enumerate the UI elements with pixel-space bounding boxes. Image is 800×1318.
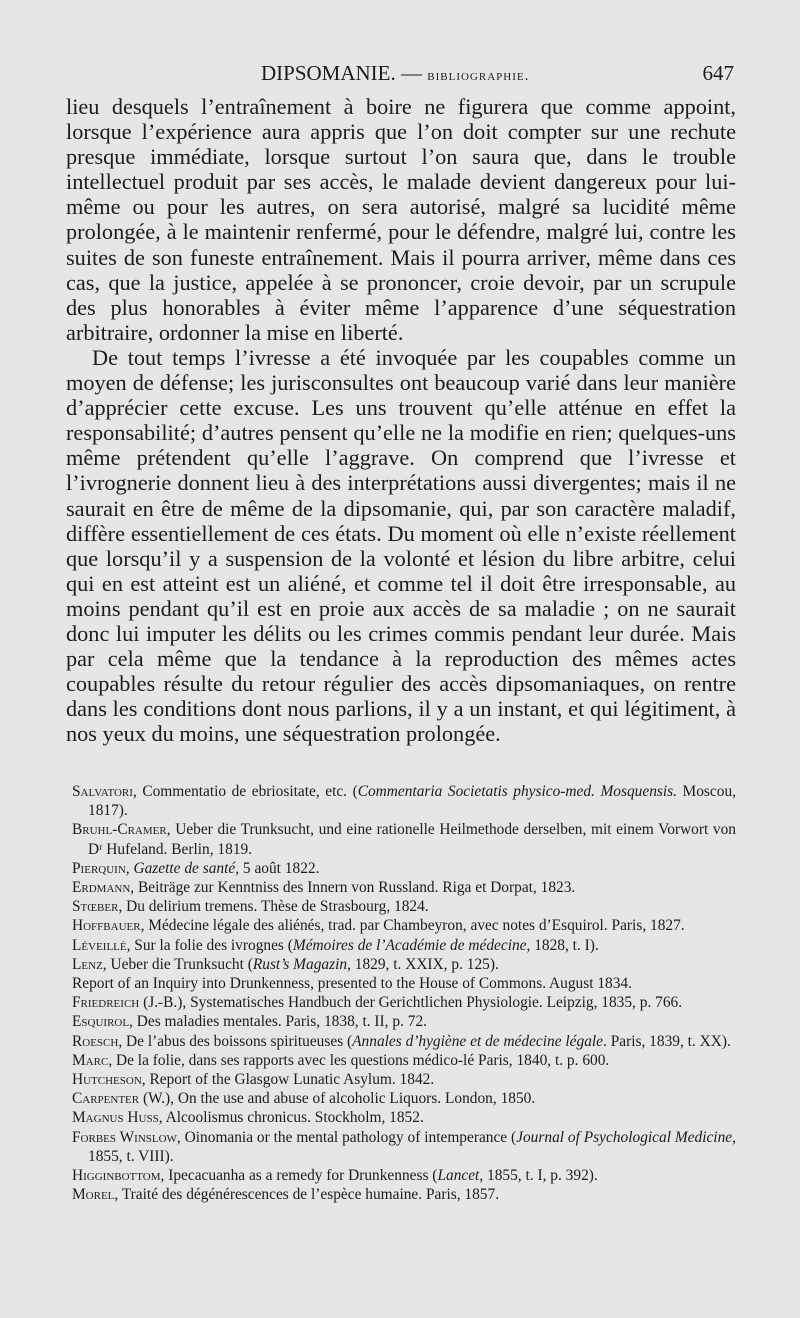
entry-author: Hutcheson <box>72 1071 142 1089</box>
entry-author: Léveillé <box>72 936 127 954</box>
entry-journal: Mémoires de l’Académie de médecine <box>292 936 527 954</box>
entry-text: , Report of the Glasgow Lunatic Asylum. 1842. <box>141 1071 435 1089</box>
bibliography-entry <box>72 859 736 878</box>
bibliography-entry <box>72 897 736 916</box>
entry-text: , Oinomania or the mental pathology of intemperance ( <box>176 1128 517 1146</box>
bibliography-entry <box>72 782 736 820</box>
entry-author: Magnus Huss <box>72 1109 159 1127</box>
bibliography-entry <box>72 993 736 1012</box>
entry-author: Lenz <box>72 955 103 973</box>
bibliography-entry <box>72 1032 736 1051</box>
running-title <box>261 56 529 93</box>
entry-author: Pierquin <box>72 859 126 877</box>
entry-text: , Ipecacuanha as a remedy for Drunkenness ( <box>160 1167 438 1185</box>
bibliography-entry <box>72 1089 736 1108</box>
running-title-sub: bibliographie. <box>427 68 530 84</box>
entry-author: Bruhl-Cramer <box>72 821 167 839</box>
bibliography-entry <box>72 1051 736 1070</box>
entry-journal: Journal of Psychological Medicine <box>516 1128 733 1146</box>
running-header <box>66 56 736 90</box>
entry-text-tail: , 1828, t. I). <box>526 936 599 954</box>
bibliography-entry <box>72 1166 736 1185</box>
bibliography-entry <box>72 1185 736 1204</box>
entry-text-tail: , 1855, t. I, p. 392). <box>479 1167 598 1185</box>
bibliography-list <box>72 782 736 1204</box>
entry-text: , De l’abus des boissons spiritueuses ( <box>118 1032 353 1050</box>
entry-author: Higginbottom <box>72 1167 161 1185</box>
entry-text: (W.), On the use and abuse of alcoholic Liquors. London, 1850. <box>139 1090 536 1108</box>
entry-text: , Du delirium tremens. Thèse de Strasbourg, 1824. <box>118 898 429 916</box>
entry-author: Stœber <box>72 898 119 916</box>
entry-text: , Ueber die Trunksucht, und eine rationelle Heilmethode derselben, mit einem Vorwort von Dʳ Hufeland. Berlin, 1819. <box>88 821 736 858</box>
entry-text-tail: Moscou, 1817). <box>88 783 736 820</box>
entry-author: Salvatori <box>72 783 133 800</box>
bibliography-entry <box>72 820 736 858</box>
entry-author: Roesch <box>72 1032 119 1050</box>
page-number: 647 <box>702 61 734 85</box>
entry-text: , Alcoolismus chronicus. Stockholm, 1852. <box>158 1109 424 1127</box>
entry-text: , Commentatio de ebriositate, etc. ( <box>132 783 358 800</box>
entry-text: , Des maladies mentales. Paris, 1838, t. II, p. 72. <box>129 1013 428 1031</box>
entry-journal: Commentaria Societatis physico-med. Mosquensis. <box>357 783 677 800</box>
entry-journal: Gazette de santé <box>133 859 236 877</box>
bibliography-entry <box>72 974 736 993</box>
bibliography-entry <box>72 1108 736 1127</box>
entry-journal: Annales d’hygiène et de médecine légale <box>352 1032 603 1050</box>
entry-text-tail: , 1829, t. XXIX, p. 125). <box>347 955 499 973</box>
entry-text: , De la folie, dans ses rapports avec les questions médico-lé Paris, 1840, t. p. 600. <box>108 1051 610 1069</box>
entry-text: , <box>125 859 134 877</box>
entry-author: Morel <box>72 1186 115 1204</box>
entry-journal: Lancet <box>437 1167 480 1185</box>
entry-text: , Traité des dégénérescences de l’espèce humaine. Paris, 1857. <box>114 1186 500 1204</box>
entry-author: Esquirol <box>72 1013 130 1031</box>
paragraph-2: De tout temps l’ivresse a été invoquée par les coupables comme un moyen de défense; les jurisconsultes ont beaucoup varié dans leur manière d’apprécier cette excuse. Les uns trouvent qu’elle atténue en effet la responsabilité; d’autres pensent qu’elle ne la modifie en rien; quelques-uns même prétendent qu’elle l’aggrave. On comprend que l’ivresse et l’ivrognerie donnent lieu à des interprétations aussi divergentes; mais il ne saurait en être de même de la dipsomanie, qui, par son caractère maladif, diffère essentiellement de ces états. Du moment où elle n’existe réellement que lorsqu’il y a suspension de la volonté et lésion du libre arbitre, celui qui en est atteint est un aliéné, et comme tel il doit être irresponsable, au moins pendant qu’il est en proie aux accès de sa maladie ; on ne saurait donc lui imputer les délits ou les crimes commis pendant leur durée. Mais par cela même que la tendance à la reproduction des mêmes actes coupables résulte du retour régulier des accès dipsomaniaques, on rentre dans les conditions dont nous parlions, il y a un instant, et qui légitiment, à nos yeux du moins, une séquestration prolongée. <box>66 344 736 747</box>
bibliography-entry <box>72 1012 736 1031</box>
entry-text: , Sur la folie des ivrognes ( <box>126 936 293 954</box>
entry-author: Carpenter <box>72 1090 140 1108</box>
bibliography-entry <box>72 955 736 974</box>
paragraph-1: lieu desquels l’entraînement à boire ne figurera que comme appoint, lorsque l’expérience aura appris que l’on doit compter sur une rechute presque immédiate, lorsque surtout l’on saura que, dans le trouble intellectuel produit par ses accès, le malade devient dangereux pour lui-même ou pour les autres, on sera autorisé, malgré sa lucidité même prolongée, à le maintenir renfermé, pour le défendre, malgré lui, contre les suites de son funeste entraînement. Mais il pourra arriver, même dans ces cas, que la justice, appelée à se prononcer, croie devoir, par un scrupule des plus honorables à éviter même l’apparence d’une séquestration arbitraire, ordonner la mise en liberté. <box>66 94 736 345</box>
bibliography-entry <box>72 936 736 955</box>
entry-text-tail: . Paris, 1839, t. XX). <box>603 1032 731 1050</box>
entry-author: Friedreich <box>72 994 140 1012</box>
bibliography-entry <box>72 1070 736 1089</box>
entry-author: Marc <box>72 1051 109 1069</box>
running-title-main: DIPSOMANIE. — <box>261 61 428 85</box>
entry-text: , Beiträge zur Kenntniss des Innern von Russland. Riga et Dorpat, 1823. <box>130 879 576 897</box>
entry-author: Forbes Winslow <box>72 1128 177 1146</box>
entry-journal: Rust’s Magazin <box>252 955 348 973</box>
entry-text: , Ueber die Trunksucht ( <box>102 955 253 973</box>
entry-text-tail: , 1855, t. VIII). <box>88 1128 736 1165</box>
entry-author: Erdmann <box>72 879 131 897</box>
entry-text: Report of an Inquiry into Drunkenness, presented to the House of Commons. August 1834. <box>72 975 632 993</box>
entry-text: , Médecine légale des aliénés, trad. par Chambeyron, avec notes d’Esquirol. Paris, 1827. <box>140 917 685 935</box>
bibliography-entry <box>72 916 736 935</box>
bibliography-entry <box>72 878 736 897</box>
body-text <box>66 94 736 746</box>
entry-text-tail: , 5 août 1822. <box>235 859 320 877</box>
bibliography-entry <box>72 1128 736 1166</box>
entry-text: (J.-B.), Systematisches Handbuch der Gerichtlichen Physiologie. Leipzig, 1835, p. 766. <box>139 994 683 1012</box>
entry-author: Hoffbauer <box>72 917 141 935</box>
